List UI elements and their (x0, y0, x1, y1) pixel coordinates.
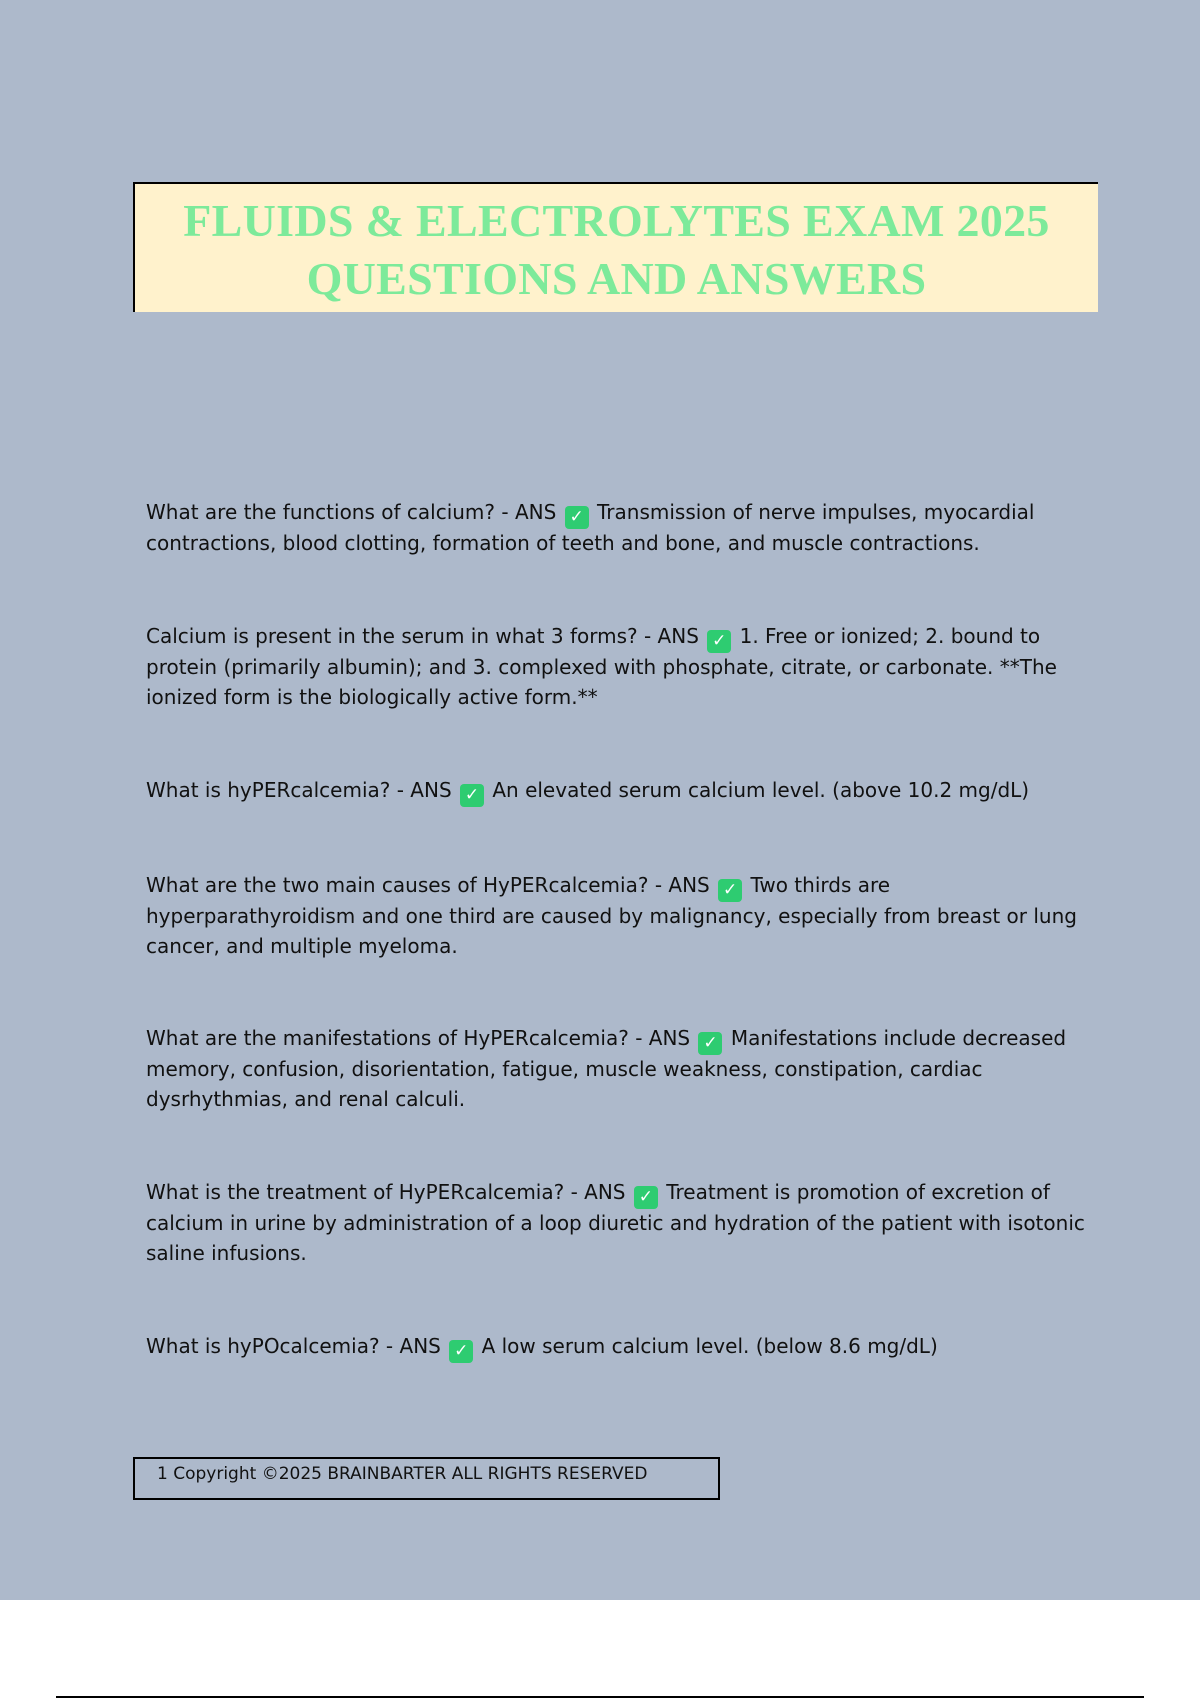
check-box-icon: ✓ (565, 506, 589, 529)
title-line-1: FLUIDS & ELECTROLYTES EXAM 2025 (183, 195, 1050, 246)
answer-text: An elevated serum calcium level. (above 10.2 mg/dL) (492, 778, 1030, 802)
qa-item (146, 1332, 1096, 1363)
copyright-text: 1 Copyright ©2025 BRAINBARTER ALL RIGHTS RESERVED (157, 1464, 648, 1484)
check-box-icon: ✓ (634, 1186, 658, 1209)
qa-item (146, 776, 1096, 807)
title-line-2: QUESTIONS AND ANSWERS (306, 253, 927, 304)
question-text: Calcium is present in the serum in what 3 forms? - ANS (146, 624, 699, 648)
question-text: What are the manifestations of HyPERcalcemia? - ANS (146, 1026, 691, 1050)
qa-item (146, 1024, 1096, 1114)
qa-item (146, 1178, 1096, 1268)
answer-text: A low serum calcium level. (below 8.6 mg/dL) (481, 1334, 938, 1358)
question-text: What is hyPOcalcemia? - ANS (146, 1334, 441, 1358)
qa-item (146, 622, 1096, 712)
question-text: What are the two main causes of HyPERcalcemia? - ANS (146, 873, 710, 897)
answer-text: Transmission of nerve impulses, myocardial contractions, blood clotting, formation of teeth and bone, and muscle contractions. (146, 500, 1035, 555)
check-box-icon: ✓ (707, 630, 731, 653)
answer-text: Manifestations include decreased memory, confusion, disorientation, fatigue, muscle weakness, constipation, cardiac dysrhythmias, and renal calculi. (146, 1026, 1067, 1111)
title-box (133, 182, 1098, 312)
bottom-divider (56, 1696, 1144, 1698)
question-text: What is hyPERcalcemia? - ANS (146, 778, 452, 802)
copyright-footer (133, 1457, 720, 1500)
qa-item (146, 498, 1096, 559)
check-box-icon: ✓ (718, 879, 742, 902)
answer-text: Two thirds are hyperparathyroidism and one third are caused by malignancy, especially from breast or lung cancer, and multiple myeloma. (146, 873, 1077, 958)
check-box-icon: ✓ (460, 784, 484, 807)
qa-item (146, 871, 1096, 961)
check-box-icon: ✓ (698, 1032, 722, 1055)
answer-text: 1. Free or ionized; 2. bound to protein (primarily albumin); and 3. complexed with phosphate, citrate, or carbonate. **The ionized form is the biologically active form.** (146, 624, 1057, 709)
check-box-icon: ✓ (449, 1340, 473, 1363)
question-text: What is the treatment of HyPERcalcemia? - ANS (146, 1180, 626, 1204)
answer-text: Treatment is promotion of excretion of calcium in urine by administration of a loop diuretic and hydration of the patient with isotonic saline infusions. (146, 1180, 1085, 1265)
question-text: What are the functions of calcium? - ANS (146, 500, 557, 524)
